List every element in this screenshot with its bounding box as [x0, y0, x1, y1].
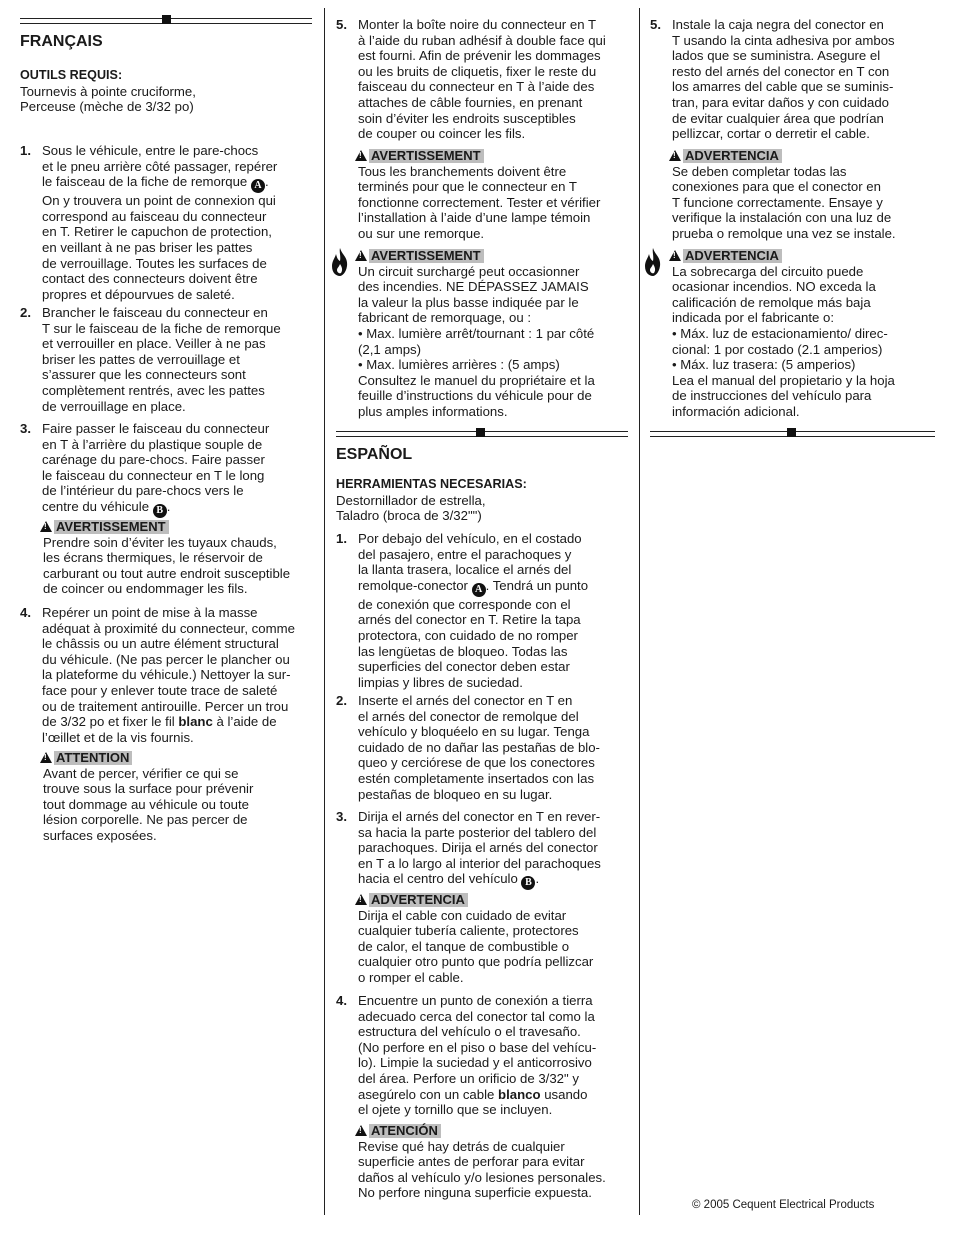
- section-rule-es: [336, 431, 628, 437]
- fire-hazard-icon: [330, 247, 350, 277]
- section-rule-col3: [650, 431, 935, 437]
- es-step-1: 1. Por debajo del vehículo, en el costado del pasajero, entre el parachoques y la llanta trasera, localice el arnés del remolque-conector A . Tendrá un punto de conexión que corresponde con el arnés del conector en T. Retire la tapa protectora, con cuidado de no romper las lengüetas de bloqueo. Todas las superficies del conector deben estar limpias y libres de suciedad.: [336, 531, 589, 690]
- es-step-3: 3. Dirija el arnés del conector en T en rever- sa hacia la parte posterior del tablero del parachoques. Dirija el arnés del conector en T a lo largo al interior del parachoques hacia el centro del vehículo B .: [336, 809, 601, 889]
- warning-triangle-icon: [355, 1125, 367, 1136]
- tools-heading: OUTILS REQUIS:: [20, 68, 123, 82]
- es-attention-step4: !ATENCIÓN Revise qué hay detrás de cualquier superficie antes de perforar para evitar daños al vehículo y/o lesiones personales. No perfore ninguna superficie expuesta.: [355, 1123, 629, 1201]
- fr-warning-step5-fire: !AVERTISSEMENT Un circuit surchargé peut occasionner des incendies. NE DÉPASSEZ JAMAIS la valeur la plus basse indiquée par le fabricant de remorquage, ou : • Max. lumière arrêt/tournant : 1 par côté (2,1 amps) • Max. lumières arrières : (5 amps) Consultez le manuel du propriétaire et la feuille d’instructions du véhicule pour de plus amples informations.: [355, 248, 629, 420]
- warning-triangle-icon: [355, 894, 367, 905]
- marker-a-icon: A: [472, 583, 486, 597]
- fr-step-1: 1. Sous le véhicule, entre le pare-chocs et le pneu arrière côté passager, repérer le faisceau de la fiche de remorque A . On y trouvera un point de connexion qui correspond au faisceau du connecteur en T. Retirer le capuchon de protection, en veillant à ne pas briser les pattes de verrouillage. Toutes les surfaces de contact des connecteurs doivent être propres et dépourvues de saleté.: [20, 143, 278, 302]
- marker-b-icon: B: [521, 876, 535, 890]
- section-heading-espanol: ESPAÑOL: [336, 446, 413, 463]
- tools-required-fr: [20, 68, 312, 115]
- column-divider-1: [324, 8, 325, 1215]
- tools-required-es: [336, 477, 628, 524]
- warning-triangle-icon: [355, 150, 367, 161]
- es-step-4: 4. Encuentre un punto de conexión a tierra adecuado cerca del conector tal como la estructura del vehículo o el travesaño. (No perfore en el piso o base del vehícu- lo). Limpie la suciedad y el anticorrosivo del área. Perfore un orificio de 3/32" y asegúrelo con un cable blanco usando el ojete y tornillo que se incluyen.: [336, 993, 597, 1118]
- warning-triangle-icon: [669, 250, 681, 261]
- es-step-2: 2. Inserte el arnés del conector en T en el arnés del conector de remolque del vehículo y bloquéelo en su lugar. Tenga cuidado de no dañar las pestañas de blo- queo y cerciórese de que los conectores estén completamente insertados con las pestañas de bloqueo en su lugar.: [336, 693, 600, 802]
- fr-step-4: 4. Repérer un point de mise à la masse adéquat à proximité du connecteur, comme le châssis ou un autre élément structural du véhicule. (Ne pas percer le plancher ou la plateforme du véhicule.) Nettoyer la sur- face pour y enlever toute trace de saleté ou de traitement antirouille. Percer un trou de 3/32 po et fixer le fil blanc à l’aide de l’œillet et de la vis fournis.: [20, 605, 295, 745]
- tools-list: Tournevis à pointe cruciforme, Perceuse (mèche de 3/32 po): [20, 83, 196, 115]
- column-divider-2: [639, 8, 640, 1215]
- section-heading-francais: FRANÇAIS: [20, 33, 103, 50]
- warning-triangle-icon: [669, 150, 681, 161]
- copyright-notice: © 2005 Cequent Electrical Products: [692, 1199, 875, 1211]
- fire-hazard-icon: [643, 247, 663, 277]
- tools-heading: HERRAMIENTAS NECESARIAS:: [336, 477, 527, 491]
- es-warning-step3: !ADVERTENCIA Dirija el cable con cuidado de evitar cualquier tubería caliente, protectores de calor, el tanque de combustible o cualquier otro punto que podría pellizcar o romper el cable.: [355, 892, 629, 986]
- fr-step-5: 5. Monter la boîte noire du connecteur en T à l’aide du ruban adhésif à double face qui est fourni. Afin de prévenir les dommages ou les bruits de cliquetis, fixer le reste du faisceau du connecteur en T à l’aide des attaches de câble fournies, en prenant soin d’éviter les endroits susceptibles de couper ou coincer les fils.: [336, 17, 606, 142]
- tools-list: Destornillador de estrella, Taladro (broca de 3/32""): [336, 492, 486, 524]
- fr-warning-step5-test: !AVERTISSEMENT Tous les branchements doivent être terminés pour que le connecteur en T fonctionne correctement. Tester et vérifier l’installation à l’aide d’une lampe témoin ou sur une remorque.: [355, 148, 629, 242]
- es-step-5: 5. Instale la caja negra del conector en T usando la cinta adhesiva por ambos lados que se suministra. Asegure el resto del arnés del conector en T con los amarres del cable que se suminis- tran, para evitar daños y con cuidado de evitar cualquier área que podrían pellizcar, cortar o derretir el cable.: [650, 17, 895, 142]
- es-warning-step5-fire: !ADVERTENCIA La sobrecarga del circuito puede ocasionar incendios. NO exceda la calificación de remolque más baja indicada por el fabricante o: • Máx. luz de estacionamiento/ direc- cional: 1 por costado (2.1 amperios) • Máx. luz trasera: (5 amperios) Lea el manual del propietario y la hoja de instrucciones del vehículo para información adicional.: [669, 248, 939, 420]
- fr-step-2: 2. Brancher le faisceau du connecteur en T sur le faisceau de la fiche de remorque et verrouiller en place. Veiller à ne pas briser les pattes de verrouillage et s’assurer que les connecteurs sont complètement rentrés, avec les pattes de verrouillage en place.: [20, 305, 281, 414]
- section-rule-fr: [20, 18, 312, 24]
- fr-step-3: 3. Faire passer le faisceau du connecteur en T à l’arrière du plastique souple de carénage du pare-chocs. Faire passer le faisceau du connecteur en T le long de l’intérieur du pare-chocs vers le centre du véhicule B .: [20, 421, 270, 516]
- marker-b-icon: B: [153, 504, 167, 518]
- warning-triangle-icon: [40, 521, 52, 532]
- warning-triangle-icon: [355, 250, 367, 261]
- marker-a-icon: A: [251, 179, 265, 193]
- es-warning-step5-test: !ADVERTENCIA Se deben completar todas las conexiones para que el conector en T funcione correctamente. Ensaye y verifique la instalación con una luz de prueba o remolque una vez se instale.: [669, 148, 939, 242]
- warning-triangle-icon: [40, 752, 52, 763]
- fr-warning-step3: !AVERTISSEMENT Prendre soin d’éviter les tuyaux chauds, les écrans thermiques, le réservoir de carburant ou tout autre endroit susceptible de coincer ou endommager les fils.: [40, 519, 312, 597]
- fr-attention-step4: !ATTENTION Avant de percer, vérifier ce qui se trouve sous la surface pour prévenir tout dommage au véhicule ou toute lésion corporelle. Ne pas percer de surfaces exposées.: [40, 750, 312, 844]
